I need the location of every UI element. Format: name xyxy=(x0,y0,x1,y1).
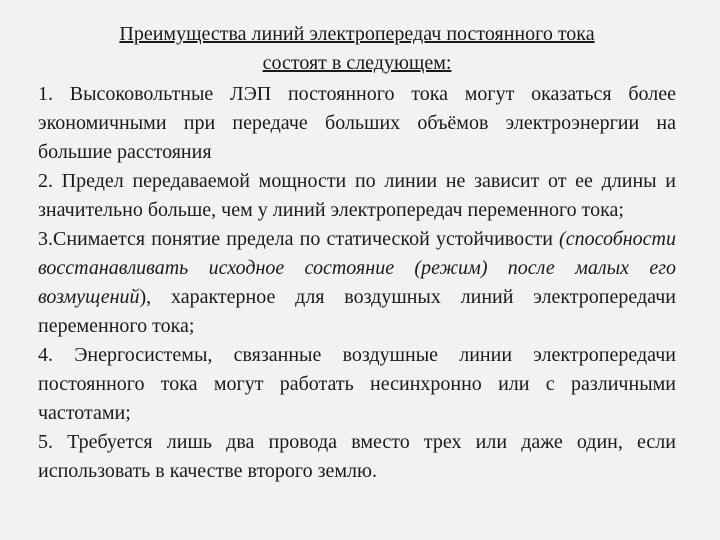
advantage-item-3-text-before: 3.Снимается понятие предела по статической устойчивости xyxy=(38,228,560,250)
slide-title-line-2: состоят в следующем: xyxy=(262,52,452,74)
advantage-item-3-text-after: ), характерное для воздушных линий электропередачи переменного тока; xyxy=(38,286,676,337)
slide-title-line-1: Преимущества линий электропередач постоянного тока xyxy=(119,23,595,45)
advantage-item-2: 2. Предел передаваемой мощности по линии не зависит от ее длины и значительно больше, чем у линий электропередач переменного тока; xyxy=(38,170,676,221)
advantage-item-3-italic: (способности восстанавливать исходное состояние (режим) после малых его возмущений xyxy=(38,228,676,308)
advantage-item-4: 4. Энергосистемы, связанные воздушные линии электропередачи постоянного тока могут работать несинхронно или с различными частотами; xyxy=(38,344,676,424)
slide-title xyxy=(38,20,676,78)
advantage-item-1: 1. Высоковольтные ЛЭП постоянного тока могут оказаться более экономичными при передаче больших объёмов электроэнергии на большие расстояния xyxy=(38,83,676,163)
slide-content xyxy=(38,20,676,486)
advantage-item-5: 5. Требуется лишь два провода вместо трех или даже один, если использовать в качестве второго землю. xyxy=(38,431,676,482)
advantage-item-3 xyxy=(38,225,676,341)
